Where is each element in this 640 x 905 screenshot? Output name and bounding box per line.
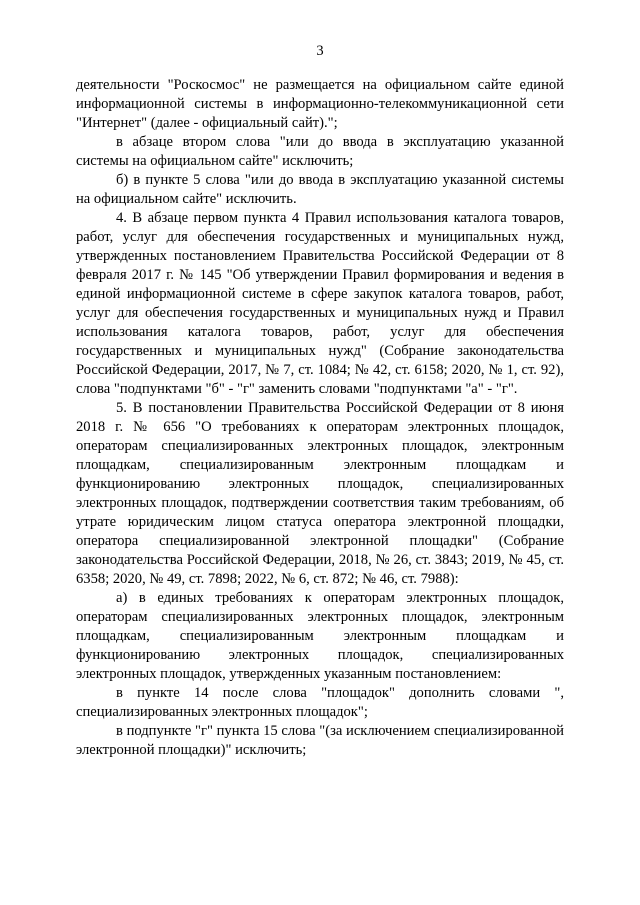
paragraph-subclause-second-abzac: в абзаце втором слова "или до ввода в эксплуатацию указанной системы на официальном сайте" исключить; (76, 134, 564, 169)
paragraph-point-15: в подпункте "г" пункта 15 слова "(за исключением специализированной электронной площадки)" исключить; (76, 723, 564, 758)
paragraph-continuation: деятельности "Роскосмос" не размещается на официальном сайте единой информационной системы в информационно-телекоммуникационной сети "Интернет" (далее - официальный сайт)."; (76, 77, 564, 131)
paragraph-item-4: 4. В абзаце первом пункта 4 Правил использования каталога товаров, работ, услуг для обеспечения государственных и муниципальных нужд, утвержденных постановлением Правительства Российской Федерации от 8 февраля 2017 г. № 145 "Об утверждении Правил формирования и ведения в единой информационной системе в сфере закупок каталога товаров, работ, услуг для обеспечения государственных и муниципальных нужд и Правил использования каталога товаров, работ, услуг для обеспечения государственных и муниципальных нужд" (Собрание законодательства Российской Федерации, 2017, № 7, ст. 1084; № 42, ст. 6158; 2020, № 1, ст. 92), слова "подпунктами "б" - "г" заменить словами "подпунктами "а" - "г". (76, 210, 564, 397)
document-body (76, 76, 564, 760)
page-number: 3 (316, 43, 324, 59)
paragraph-subclause-a: а) в единых требованиях к операторам электронных площадок, операторам специализированных электронных площадок, электронным площадкам, специализированным электронным площадкам и функционированию электронных площадок, специализированных электронных площадок, утвержденных указанным постановлением: (76, 590, 564, 682)
paragraph-point-14: в пункте 14 после слова "площадок" дополнить словами ", специализированных электронных площадок"; (76, 685, 564, 720)
paragraph-item-5: 5. В постановлении Правительства Российской Федерации от 8 июня 2018 г. № 656 "О требованиях к операторам электронных площадок, операторам специализированных электронных площадок, электронным площадкам, специализированным электронным площадкам и функционированию электронных площадок, специализированных электронных площадок, подтверждении соответствия таким требованиям, об утрате юридическим лицом статуса оператора электронной площадки, оператора специализированной электронной площадки" (Собрание законодательства Российской Федерации, 2018, № 26, ст. 3843; 2019, № 45, ст. 6358; 2020, № 49, ст. 7898; 2022, № 6, ст. 872; № 46, ст. 7988): (76, 400, 564, 587)
paragraph-subclause-b: б) в пункте 5 слова "или до ввода в эксплуатацию указанной системы на официальном сайте" исключить. (76, 172, 564, 207)
